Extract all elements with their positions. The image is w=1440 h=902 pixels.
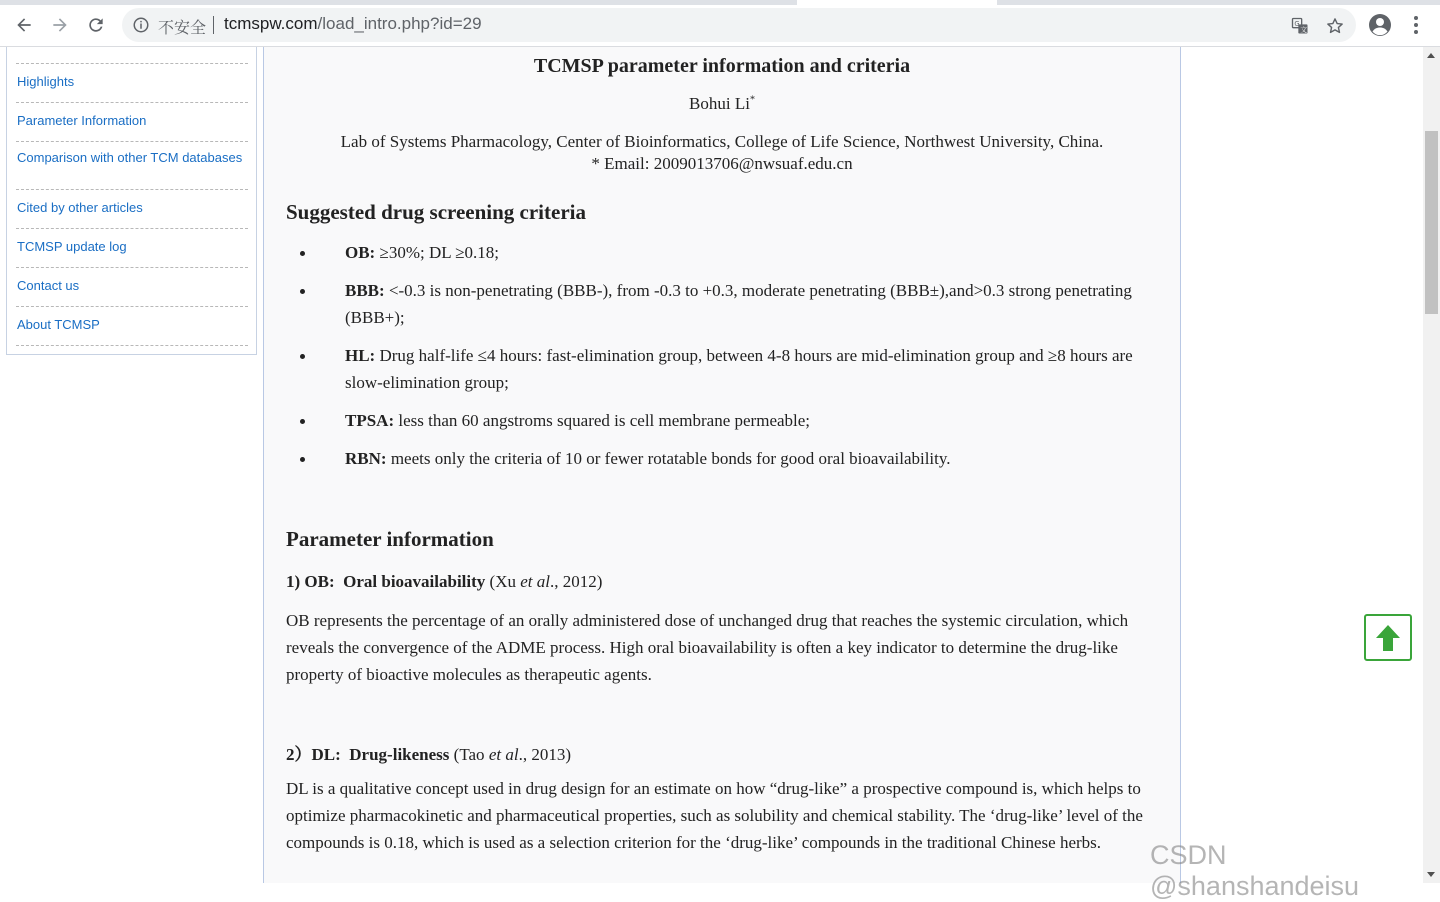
parameter-heading: Parameter information [286,527,494,551]
author-mark: * [749,94,755,106]
sidebar-item-contact [16,268,248,307]
affiliation-text: Lab of Systems Pharmacology, Center of Bioinformatics, College of Life Science, Northwest University, China. [340,132,1104,151]
criterion-term: TPSA: [345,411,395,430]
criterion-term: OB: [345,243,376,262]
ob-cite-pre: (Xu [485,572,521,591]
sidebar-link-cited-by[interactable]: Cited by other articles [17,200,143,215]
forward-arrow-icon [50,15,70,35]
page-title: TCMSP parameter information and criteria [533,55,911,77]
svg-text:文: 文 [1300,25,1308,34]
sidebar-nav [6,47,257,355]
ob-heading [286,572,602,592]
back-button[interactable] [11,12,37,38]
back-to-top-button[interactable] [1364,614,1412,661]
sidebar-item-parameter-information [16,103,248,142]
tab-strip [0,0,1440,5]
sidebar-link-highlights[interactable]: Highlights [17,74,75,89]
ob-number: 1) OB: [286,572,335,591]
criterion-text: ≥30%; DL ≥0.18; [375,243,500,262]
author-email: * Email: 2009013706@nwsuaf.edu.cn [591,154,853,173]
info-icon[interactable] [132,16,150,34]
active-tab[interactable] [797,0,997,5]
dl-cite-post: ., 2013) [518,745,571,764]
arrow-up-icon [1375,624,1401,652]
dl-cite-pre: (Tao [449,745,489,764]
translate-icon[interactable] [1290,16,1310,36]
svg-text:G: G [1294,20,1300,28]
criterion-term: HL: [345,346,376,365]
author-line [264,94,1180,114]
sidebar-link-contact[interactable]: Contact us [17,278,80,293]
ob-paragraph: OB represents the percentage of an orally administered dose of unchanged drug that reaches the systemic circulation, which reveals the convergence of the ADME process. High oral bioavailability is often a key indicator to determine the drug-like property of bioactive molecules as therapeutic agents. [286,611,1129,684]
affiliation [264,131,1180,175]
criterion-term: RBN: [345,449,387,468]
bullet-icon [300,354,305,359]
sidebar-item-update-log [16,229,248,268]
ob-name: Oral bioavailability [343,572,486,591]
criterion-text: Drug half-life ≤4 hours: fast-elimination group, between 4-8 hours are mid-elimination group and ≥8 hours are slow-elimination group; [345,346,1133,392]
dl-heading [286,740,571,765]
back-arrow-icon [14,15,34,35]
list-item [286,445,1166,472]
more-vert-icon[interactable] [1404,13,1428,37]
author-name: Bohui Li [689,94,750,113]
account-icon[interactable] [1368,13,1392,37]
bullet-icon [300,457,305,462]
list-item [286,277,1166,331]
criterion-text: meets only the criteria of 10 or fewer rotatable bonds for good oral bioavailability. [386,449,951,468]
criterion-text: <-0.3 is non-penetrating (BBB-), from -0.3 to +0.3, moderate penetrating (BBB±),and>0.3 strong penetrating (BBB+); [345,281,1132,327]
sidebar-link-update-log[interactable]: TCMSP update log [17,239,127,254]
sidebar-item-highlights [16,64,248,103]
list-item [286,342,1166,396]
criteria-list [286,239,1166,483]
list-item [286,407,1166,434]
dl-name: Drug-likeness [349,745,450,764]
url-text[interactable] [224,14,482,34]
scroll-thumb[interactable] [1425,131,1438,314]
dl-cite-etal: et al [488,745,519,764]
vertical-scrollbar[interactable] [1423,47,1440,883]
sidebar-list [16,63,248,346]
sidebar-item-cited-by [16,190,248,229]
watermark: CSDN @shanshandeisu [1150,840,1360,901]
bullet-icon [300,419,305,424]
reload-icon [86,15,106,35]
bullet-icon [300,251,305,256]
main-content [263,47,1181,883]
criterion-term: BBB: [345,281,385,300]
url-host: tcmspw.com [224,14,318,33]
address-bar[interactable] [122,8,1356,42]
omnibox-divider [213,16,214,34]
criterion-text: less than 60 angstroms squared is cell membrane permeable; [394,411,811,430]
ob-cite-etal: et al [520,572,550,591]
browser-toolbar [0,0,1440,47]
scroll-up-icon[interactable] [1427,53,1435,58]
list-item [286,239,1166,266]
dl-paragraph: DL is a qualitative concept used in drug design for an estimate on how “drug-like” a prospective compound is, which helps to optimize pharmacokinetic and pharmaceutical properties, such as solubility and chemical stability. The ‘drug-like’ level of the compounds is 0.18, which is used as a selection criterion for the ‘drug-like’ compounds in the traditional Chinese herbs. [286,779,1143,852]
sidebar-item-comparison [16,142,248,190]
security-label[interactable]: 不安全 [158,18,207,37]
url-path: /load_intro.php?id=29 [317,14,482,33]
criteria-heading: Suggested drug screening criteria [286,200,586,224]
sidebar-link-about[interactable]: About TCMSP [17,317,100,332]
sidebar-item-about [16,307,248,346]
ob-cite-post: ., 2012) [550,572,603,591]
sidebar-link-comparison[interactable]: Comparison with other TCM databases [17,150,243,165]
dl-number: 2）DL: [286,745,341,764]
sidebar-link-parameter-information[interactable]: Parameter Information [17,113,147,128]
forward-button[interactable] [47,12,73,38]
reload-button[interactable] [83,12,109,38]
star-icon[interactable] [1325,16,1345,36]
bullet-icon [300,289,305,294]
